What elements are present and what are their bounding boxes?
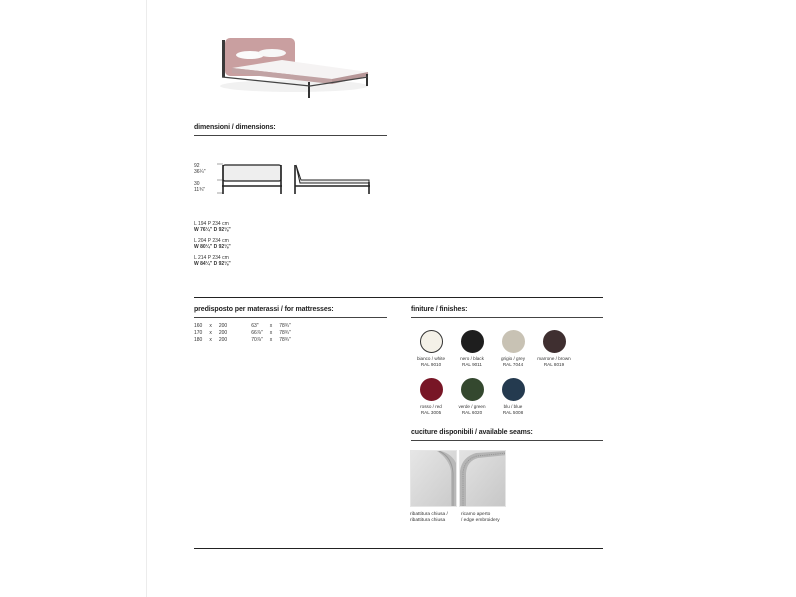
- finish-code: RAL 9010: [420, 361, 442, 367]
- size-row: [194, 255, 231, 267]
- finish-swatch: [461, 330, 484, 353]
- mattress-length-in: 78¾": [279, 330, 291, 336]
- mattress-length-cm: 200: [218, 337, 228, 343]
- bed-side-view-drawing: [293, 164, 373, 196]
- finish-code: RAL 5008: [502, 409, 524, 415]
- height-headboard-cm: 92: [194, 163, 200, 169]
- size-metric: L 194 P 234 cm: [194, 221, 229, 227]
- finish-code: RAL 8019: [543, 361, 565, 367]
- finish-name: verde / green: [458, 404, 486, 409]
- mattress-rule: [194, 317, 387, 318]
- dimensions-rule: [194, 135, 387, 136]
- section-divider-top: [194, 297, 603, 298]
- seams-rule: [411, 440, 603, 441]
- size-imperial: W 80¼" D 92⅛": [194, 244, 231, 250]
- finish-code: RAL 9011: [462, 361, 482, 367]
- finishes-rule: [411, 317, 603, 318]
- size-imperial: W 84¼" D 92⅛": [194, 261, 231, 267]
- size-metric: L 204 P 234 cm: [194, 238, 229, 244]
- mattress-length-cm: 200: [218, 323, 228, 329]
- mattress-x: x: [209, 337, 212, 343]
- mattress-length-cm: 200: [218, 330, 228, 336]
- seam-edge-line1: ricamo aperto: [461, 512, 491, 517]
- seam-closed-line1: ribattitura chiusa /: [410, 512, 448, 517]
- size-row: [194, 238, 231, 250]
- height-headboard-in: 36¼": [194, 168, 206, 175]
- table-row: [194, 337, 298, 344]
- mattress-width-in: 66⅞": [251, 330, 263, 336]
- finish-swatch: [543, 330, 566, 353]
- height-frame-label: [194, 182, 205, 193]
- mattress-width-cm: 170: [194, 330, 203, 336]
- finish-label: [524, 356, 584, 367]
- mattress-x: x: [209, 323, 212, 329]
- mattress-width-in: 63": [251, 323, 259, 329]
- mattress-width-cm: 180: [194, 337, 203, 343]
- mattress-width-cm: 160: [194, 323, 203, 329]
- finish-name: grigio / grey: [500, 356, 525, 361]
- seam-edge-line2: / edge embroidery: [461, 517, 500, 523]
- finish-name: rosso / red: [420, 404, 442, 409]
- mattress-length-in: 78¾": [279, 323, 291, 329]
- size-metric: L 214 P 234 cm: [194, 255, 229, 261]
- finish-code: RAL 6020: [461, 409, 483, 415]
- finish-swatch: [502, 330, 525, 353]
- finish-name: marrone / brown: [537, 356, 571, 361]
- mattress-length-in: 78¾": [279, 337, 291, 343]
- finish-swatch: [420, 330, 443, 353]
- mattress-x: x: [269, 323, 273, 329]
- mattress-table: [194, 323, 298, 344]
- finish-code: RAL 3005: [420, 409, 442, 415]
- bed-product-image: [212, 34, 372, 104]
- mattress-width-in: 70⅞": [251, 337, 263, 343]
- finish-swatch: [502, 378, 525, 401]
- mattress-x: x: [269, 337, 273, 343]
- seam-closed-image: [410, 450, 457, 507]
- bed-front-view-drawing: [220, 164, 284, 196]
- mattress-x: x: [209, 330, 212, 336]
- finish-code: RAL 7044: [502, 361, 524, 367]
- size-list: [194, 221, 231, 267]
- seam-edge-label: [461, 512, 500, 523]
- mattress-heading: predisposto per materassi / for mattresses:: [194, 306, 334, 313]
- mattress-x: x: [269, 330, 273, 336]
- finishes-heading: finiture / finishes:: [411, 306, 468, 313]
- finish-swatch: [461, 378, 484, 401]
- seams-heading: cuciture disponibili / available seams:: [411, 429, 533, 436]
- finish-name: nero / black: [460, 356, 484, 361]
- size-row: [194, 221, 231, 233]
- table-row: [194, 330, 298, 337]
- finish-swatch: [420, 378, 443, 401]
- seam-closed-label: [410, 512, 448, 523]
- height-frame-in: 11¾": [194, 186, 206, 193]
- dimensions-heading: dimensioni / dimensions:: [194, 124, 276, 131]
- table-row: [194, 323, 298, 330]
- height-headboard-label: [194, 164, 206, 175]
- seam-closed-line2: ribattitura chiusa: [410, 517, 446, 523]
- page-edge: [146, 0, 147, 597]
- section-divider-bottom: [194, 548, 603, 549]
- finish-name: blu / blue: [503, 404, 523, 409]
- height-frame-cm: 30: [194, 181, 200, 187]
- finish-name: bianco / white: [416, 356, 446, 361]
- size-imperial: W 76¼" D 92⅛": [194, 227, 231, 233]
- seam-edge-embroidery-image: [459, 450, 506, 507]
- finish-label: [483, 404, 543, 415]
